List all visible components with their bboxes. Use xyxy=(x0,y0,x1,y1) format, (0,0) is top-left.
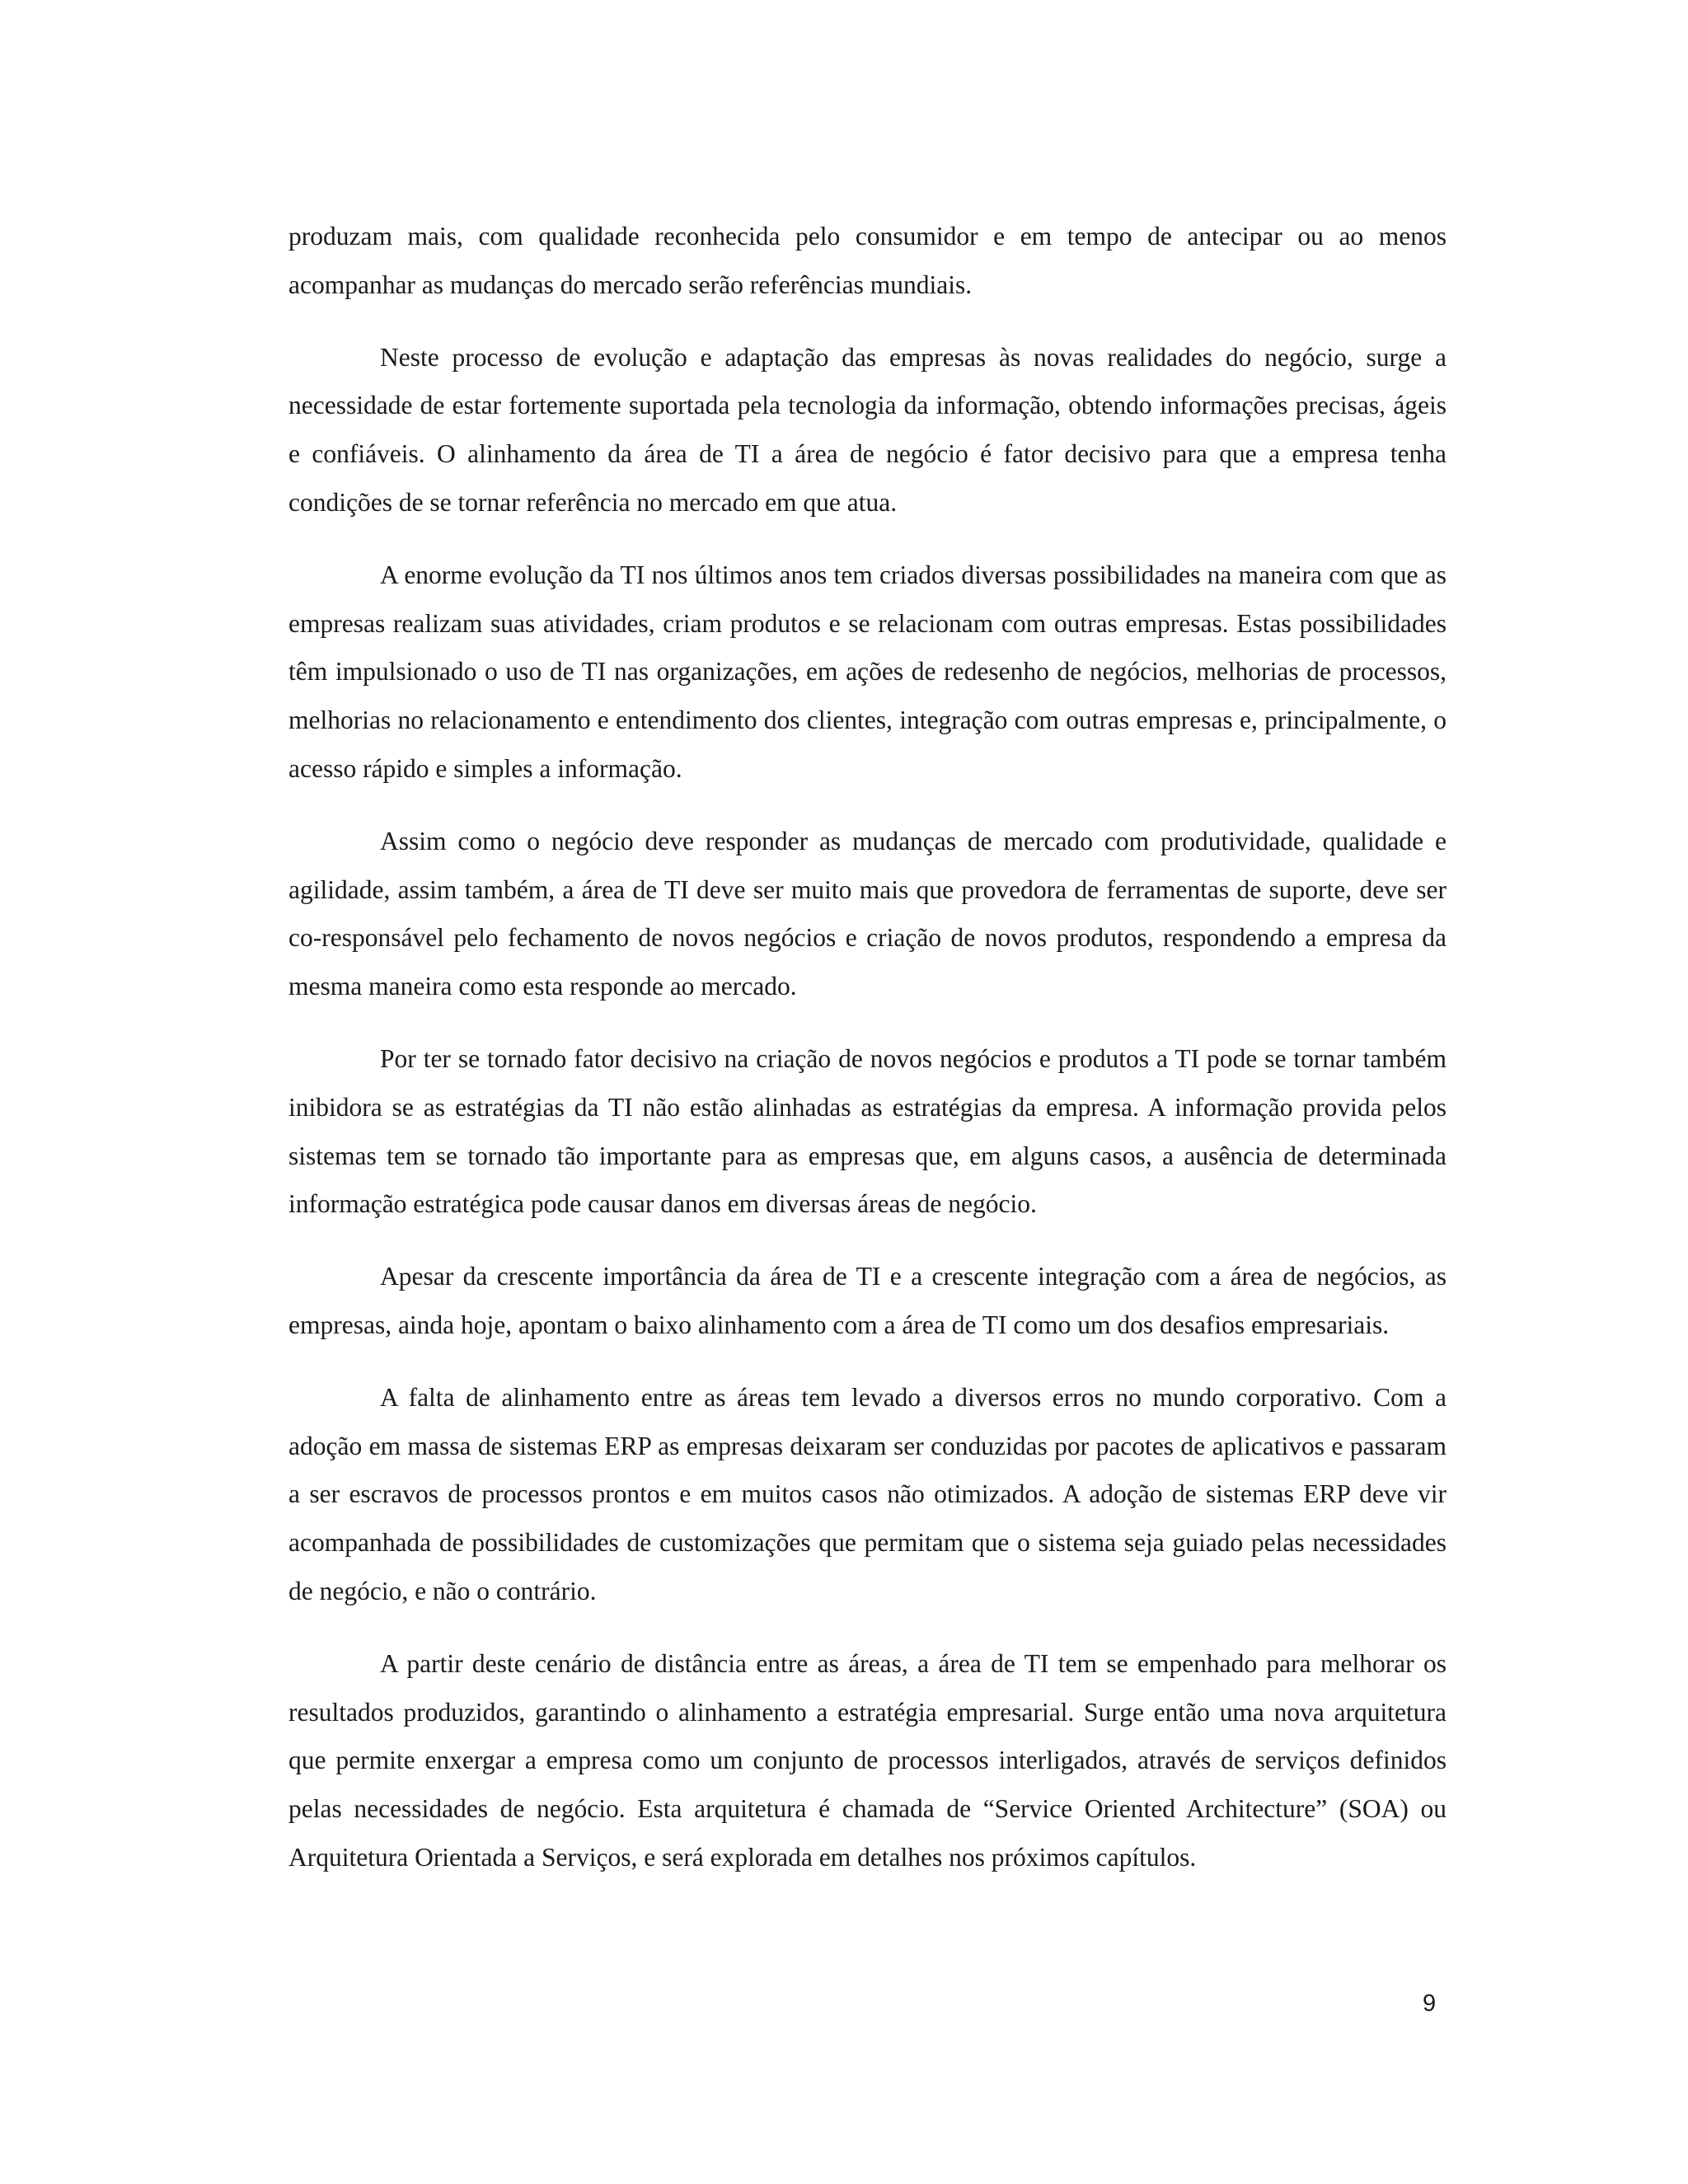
paragraph-decisive-factor: Por ter se tornado fator decisivo na criação de novos negócios e produtos a TI pode se tornar também inibidora se as estratégias da TI não estão alinhadas as estratégias da empresa. A informação provida pelos sistemas tem se tornado tão importante para as empresas que, em alguns casos, a ausência de determinada informação estratégica pode causar danos em diversas áreas de negócio. xyxy=(288,1043,1447,1219)
paragraph-growing-importance: Apesar da crescente importância da área de TI e a crescente integração com a área de negócios, as empresas, ainda hoje, apontam o baixo alinhamento com a área de TI como um dos desafios empresariais. xyxy=(288,1262,1447,1339)
paragraph-business-response: Assim como o negócio deve responder as mudanças de mercado com produtividade, qualidade e agilidade, assim também, a área de TI deve ser muito mais que provedora de ferramentas de suporte, deve ser co-responsável pelo fechamento de novos negócios e criação de novos produtos, respondendo a empresa da mesma maneira como esta responde ao mercado. xyxy=(288,826,1447,1001)
paragraph-lack-of-alignment: A falta de alinhamento entre as áreas tem levado a diversos erros no mundo corporativo. Com a adoção em massa de sistemas ERP as empresas deixaram ser conduzidas por pacotes de aplicativos e passaram a ser escravos de processos prontos e em muitos casos não otimizados. A adoção de sistemas ERP deve vir acompanhada de possibilidades de customizações que permitam que o sistema seja guiado pelas necessidades de negócio, e não o contrário. xyxy=(288,1382,1447,1605)
body-text xyxy=(288,213,1447,1906)
paragraph-continuation: produzam mais, com qualidade reconhecida pelo consumidor e em tempo de antecipar ou ao menos acompanhar as mudanças do mercado serão referências mundiais. xyxy=(288,222,1447,299)
page-number: 9 xyxy=(1423,1990,1437,2017)
paragraph-evolution-adaptation: Neste processo de evolução e adaptação das empresas às novas realidades do negócio, surge a necessidade de estar fortemente suportada pela tecnologia da informação, obtendo informações precisas, ágeis e confiáveis. O alinhamento da área de TI a área de negócio é fator decisivo para que a empresa tenha condições de se tornar referência no mercado em que atua. xyxy=(288,342,1447,517)
paragraph-soa-introduction: A partir deste cenário de distância entre as áreas, a área de TI tem se empenhado para melhorar os resultados produzidos, garantindo o alinhamento a estratégia empresarial. Surge então uma nova arquitetura que permite enxergar a empresa como um conjunto de processos interligados, através de serviços definidos pelas necessidades de negócio. Esta arquitetura é chamada de “Service Oriented Architecture” (SOA) ou Arquitetura Orientada a Serviços, e será explorada em detalhes nos próximos capítulos. xyxy=(288,1648,1447,1872)
paragraph-ti-evolution: A enorme evolução da TI nos últimos anos tem criados diversas possibilidades na maneira com que as empresas realizam suas atividades, criam produtos e se relacionam com outras empresas. Estas possibilidades têm impulsionado o uso de TI nas organizações, em ações de redesenho de negócios, melhorias de processos, melhorias no relacionamento e entendimento dos clientes, integração com outras empresas e, principalmente, o acesso rápido e simples a informação. xyxy=(288,560,1447,783)
